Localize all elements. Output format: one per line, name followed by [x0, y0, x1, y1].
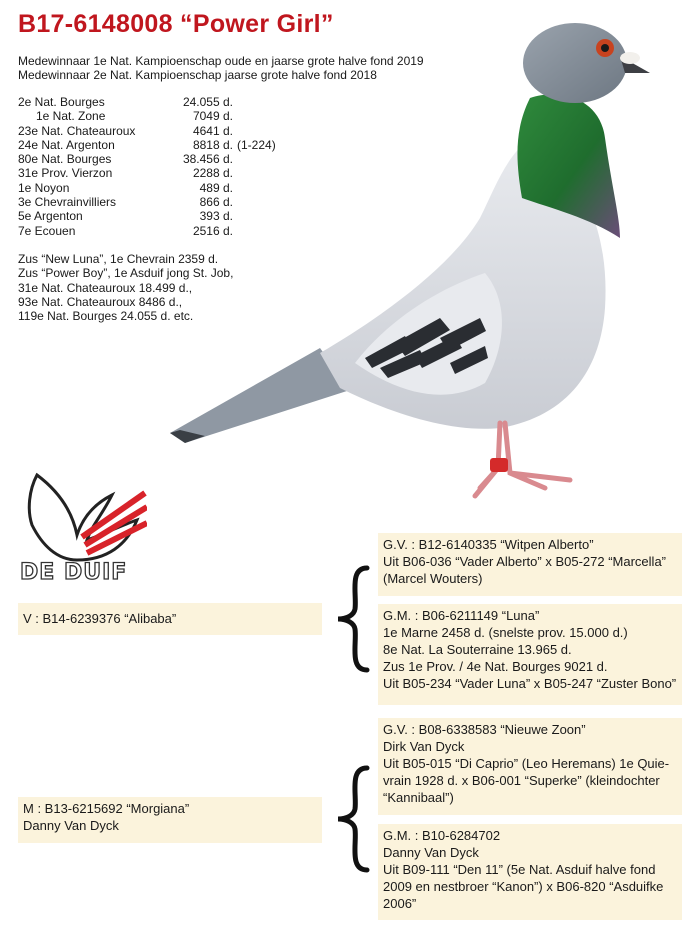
- sire-line: V : B14-6239376 “Alibaba”: [23, 611, 177, 626]
- pedigree-line: “Kannibaal”): [383, 790, 454, 805]
- result-row: 7e Ecouen 2516 d.: [18, 223, 233, 238]
- pedigree-line: G.M. : B06-6211149 “Luna”: [383, 608, 540, 623]
- sibling-line: Zus “New Luna”, 1e Chevrain 2359 d.: [18, 252, 219, 266]
- pedigree-line: Uit B09-111 “Den 11” (5e Nat. Asduif halve fond: [383, 862, 656, 877]
- pedigree-line: Uit B05-234 “Vader Luna” x B05-247 “Zuster Bono”: [383, 676, 677, 691]
- dam-brace: [335, 765, 375, 873]
- dam-granddam-box: [378, 824, 682, 920]
- pedigree-line: Dirk Van Dyck: [383, 739, 465, 754]
- subtitle-line: Medewinnaar 2e Nat. Kampioenschap jaarse grote halve fond 2018: [18, 68, 377, 82]
- sibling-line: 93e Nat. Chateauroux 8486 d.,: [18, 294, 183, 309]
- pedigree-line: G.V. : B12-6140335 “Witpen Alberto”: [383, 537, 594, 552]
- result-row: 1e Noyon 489 d.: [18, 180, 233, 195]
- result-row: 31e Prov. Vierzon 2288 d.: [18, 166, 233, 181]
- pedigree-line: 2009 en nestbroer “Kanon”) x B06-820 “Asduifke: [383, 879, 664, 894]
- pedigree-line: G.V. : B08-6338583 “Nieuwe Zoon”: [383, 722, 586, 737]
- result-row: 2e Nat. Bourges 24.055 d.: [18, 95, 233, 109]
- result-row: 80e Nat. Bourges 38.456 d.: [18, 152, 233, 167]
- sibling-line: 119e Nat. Bourges 24.055 d. etc.: [18, 309, 194, 324]
- pedigree-line: 2006”: [383, 896, 417, 911]
- dam-grandsire-box: [378, 718, 682, 815]
- pedigree-line: Danny Van Dyck: [383, 845, 479, 860]
- sire-box: [18, 603, 322, 635]
- sibling-line: 31e Nat. Chateauroux 18.499 d.,: [18, 280, 193, 295]
- result-row: 5e Argenton 393 d.: [18, 209, 233, 224]
- pedigree-line: vrain 1928 d. x B06-001 “Superke” (kleindochter: [383, 773, 660, 788]
- sire-grandsire-box: [378, 533, 682, 596]
- logo-text: DE DUIF: [20, 560, 128, 585]
- pedigree-line: Uit B05-015 “Di Caprio” (Leo Heremans) 1e Quie-: [383, 756, 670, 771]
- pedigree-line: (Marcel Wouters): [383, 571, 483, 586]
- dam-line: Danny Van Dyck: [23, 818, 119, 833]
- sire-granddam-box: [378, 604, 682, 705]
- dam-box: [18, 797, 322, 843]
- sibling-line: Zus “Power Boy”, 1e Asduif jong St. Job,: [18, 266, 234, 281]
- pedigree-line: 1e Marne 2458 d. (snelste prov. 15.000 d.): [383, 625, 628, 640]
- sire-brace: [335, 565, 375, 673]
- dam-line: M : B13-6215692 “Morgiana”: [23, 801, 190, 816]
- pedigree-line: Zus 1e Prov. / 4e Nat. Bourges 9021 d.: [383, 659, 608, 674]
- pedigree-line: 8e Nat. La Souterraine 13.965 d.: [383, 642, 572, 657]
- result-row: 24e Nat. Argenton 8818 d. (1-224): [18, 137, 276, 152]
- pedigree-line: G.M. : B10-6284702: [383, 828, 501, 843]
- page-title: B17-6148008 “Power Girl”: [18, 10, 334, 38]
- result-row: 3e Chevrainvilliers 866 d.: [18, 195, 233, 210]
- pedigree-line: Uit B06-036 “Vader Alberto” x B05-272 “Marcella”: [383, 554, 666, 569]
- subtitle-line: Medewinnaar 1e Nat. Kampioenschap oude en jaarse grote halve fond 2019: [18, 54, 424, 68]
- pigeon-photo: [150, 18, 690, 528]
- result-row: 23e Nat. Chateauroux 4641 d.: [18, 123, 233, 138]
- result-row: 1e Nat. Zone 7049 d.: [36, 109, 233, 124]
